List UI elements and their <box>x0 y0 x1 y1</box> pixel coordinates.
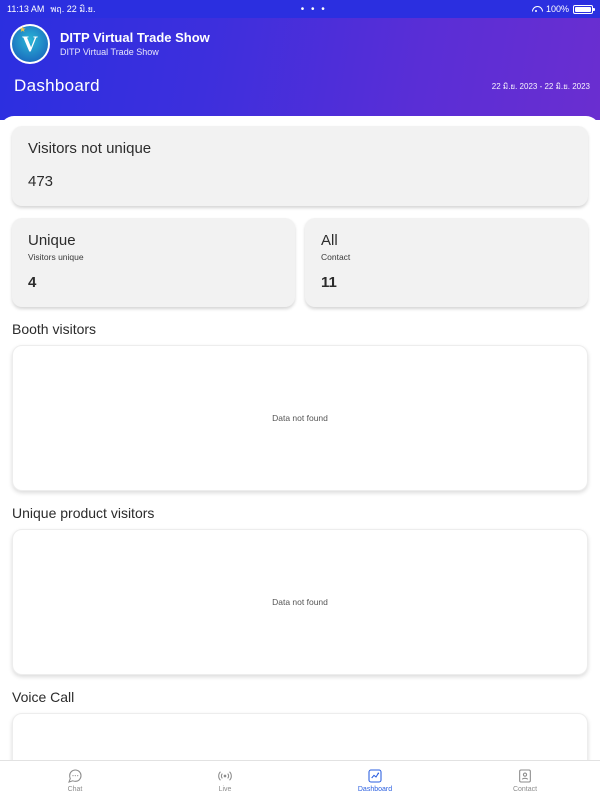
page-title: Dashboard <box>14 76 100 95</box>
bottom-tab-bar <box>0 760 600 800</box>
stat-value: 473 <box>28 173 54 190</box>
tab-label: Chat <box>67 786 83 793</box>
logo-letter: V <box>22 31 38 56</box>
tab-label: Dashboard <box>357 786 393 793</box>
stat-card-row <box>12 218 588 307</box>
status-bar-left <box>7 2 95 16</box>
star-icon: ★ <box>19 25 27 34</box>
brand-title: DITP Virtual Trade Show <box>60 29 210 45</box>
brand-text-block <box>60 30 210 59</box>
section-title-booth-visitors: Booth visitors <box>12 321 97 337</box>
header-title-row <box>0 64 600 96</box>
tab-contact[interactable] <box>450 761 600 800</box>
status-bar <box>0 0 600 18</box>
app-header <box>0 18 600 120</box>
date-range-selector[interactable]: 22 มิ.ย. 2023 - 22 มิ.ย. 2023 <box>491 82 590 91</box>
tab-chat[interactable] <box>0 761 150 800</box>
stat-card-visitors-not-unique <box>12 126 588 206</box>
tab-live[interactable] <box>150 761 300 800</box>
status-dots: • • • <box>300 3 327 15</box>
contact-card-icon <box>517 768 533 784</box>
battery-percent: 100% <box>545 4 569 14</box>
status-time: 11:13 AM <box>7 4 45 14</box>
header-brand-row <box>0 18 600 64</box>
status-bar-right <box>532 4 593 14</box>
empty-state-text: Data not found <box>272 413 328 423</box>
chat-icon <box>67 768 83 784</box>
battery-icon <box>573 5 593 14</box>
section-title-unique-product-visitors: Unique product visitors <box>12 505 155 521</box>
tab-label: Live <box>218 786 232 793</box>
panel-voice-call <box>12 713 588 760</box>
status-date: พฤ. 22 มิ.ย. <box>50 4 96 14</box>
stat-card-unique <box>12 218 295 307</box>
stat-title: Unique <box>28 232 76 249</box>
brand-subtitle: DITP Virtual Trade Show <box>60 46 159 57</box>
chart-icon <box>367 768 383 784</box>
stat-value: 11 <box>321 274 337 291</box>
dashboard-content[interactable] <box>0 116 600 760</box>
app-logo <box>10 24 50 64</box>
stat-title: Visitors not unique <box>28 140 152 157</box>
panel-unique-product-visitors <box>12 529 588 675</box>
stat-card-all-contact <box>305 218 588 307</box>
empty-state-text: Data not found <box>272 597 328 607</box>
wifi-icon <box>532 5 542 13</box>
tab-dashboard[interactable] <box>300 761 450 800</box>
stat-value: 4 <box>28 274 37 291</box>
stat-title: All <box>321 232 338 249</box>
panel-booth-visitors <box>12 345 588 491</box>
stat-subtitle: Contact <box>321 252 351 262</box>
tab-label: Contact <box>512 786 538 793</box>
section-title-voice-call: Voice Call <box>12 689 75 705</box>
broadcast-icon <box>217 768 233 784</box>
stat-subtitle: Visitors unique <box>28 252 84 262</box>
